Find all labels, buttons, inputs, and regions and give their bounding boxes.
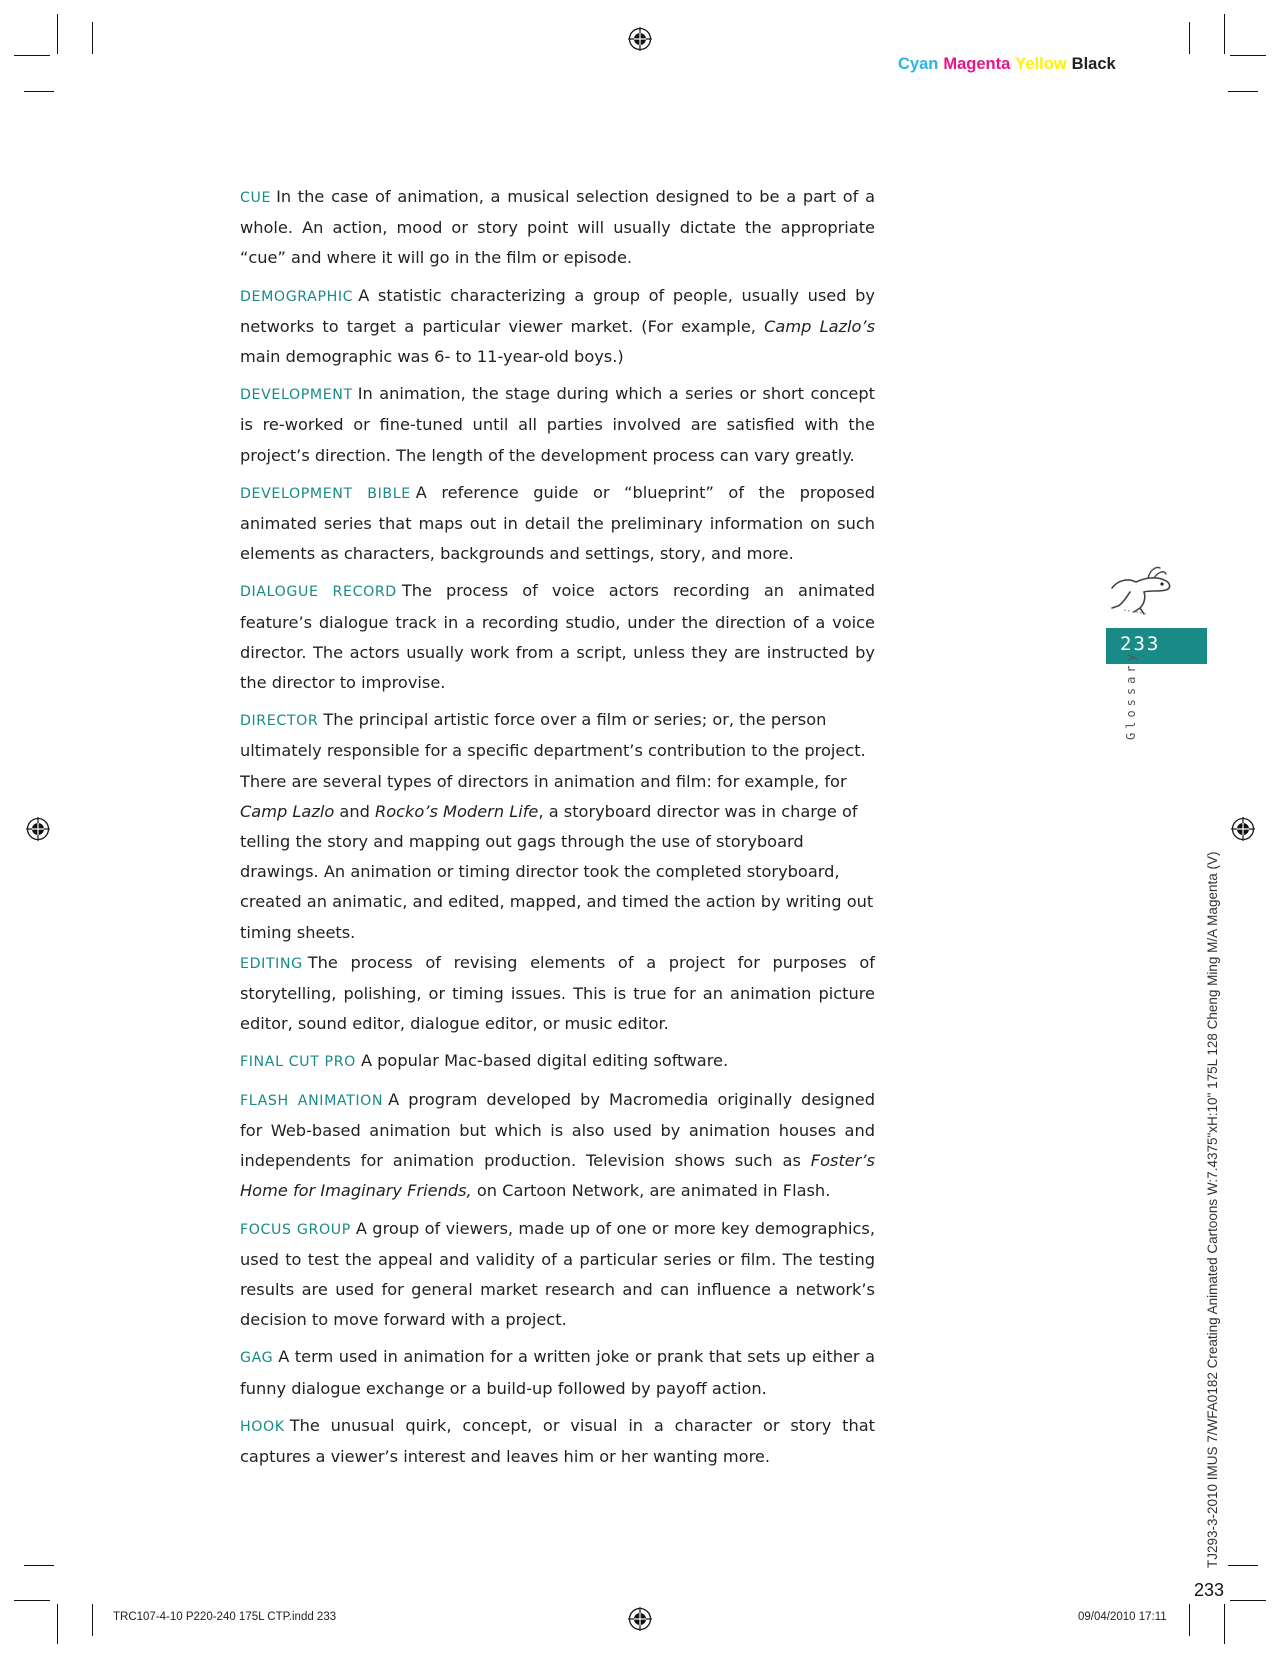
- glossary-definition: [361, 1051, 728, 1070]
- glossary-entry: [240, 1411, 875, 1472]
- crop-mark: [1230, 1600, 1266, 1601]
- glossary-entry: [240, 1342, 875, 1403]
- page-folio: 233: [1193, 1580, 1224, 1600]
- definition-text: The process of voice actors recording an animated feature’s dialogue track in a recording studio, under the direction of a voice director. The actors usually work from a script, unless they are instructed by the director to improvise.: [240, 581, 875, 693]
- crop-mark: [57, 14, 58, 54]
- definition-title-italic: Rocko’s Modern Life: [375, 801, 539, 821]
- glossary-entry: [240, 379, 875, 471]
- definition-text: , a storyboard director was in charge of telling the story and mapping out gags through the use of storyboard drawings. An animation or timing director took the completed storyboard, created an animatic, and edited, mapped, and timed the action by writing out timing sheets.: [240, 801, 874, 942]
- footer-file-info: TRC107-4-10 P220-240 175L CTP.indd 233: [113, 1611, 337, 1623]
- process-color-labels: [898, 55, 1121, 74]
- glossary-definition: [240, 953, 875, 1033]
- definition-text: A program developed by Macromedia originally designed for Web-based animation but which is also used by animation houses and independents for animation production. Television shows such as: [240, 1089, 875, 1171]
- glossary-term: FINAL CUT PRO: [240, 1054, 356, 1071]
- definition-text: In the case of animation, a musical selection designed to be a part of a whole. An action, mood or story point will usually dictate the appropriate “cue” and where it will go in the film or episode.: [240, 187, 875, 268]
- glossary-definition: [240, 1347, 875, 1397]
- printer-slug: TJ293-3-2010 IMUS 7/WFA0182 Creating Animated Cartoons W:7.4375"xH:10" 175L 128 Cheng Ming M/A Magenta (V): [1205, 851, 1220, 1568]
- page-number-tab: [1106, 628, 1207, 664]
- page-number-tab-label: 233: [1120, 633, 1161, 655]
- definition-text: The unusual quirk, concept, or visual in a character or story that captures a viewer’s interest and leaves him or her wanting more.: [240, 1415, 875, 1466]
- crop-mark: [24, 91, 54, 92]
- crop-mark: [57, 1604, 58, 1644]
- registration-mark-icon: [628, 1607, 652, 1631]
- registration-mark-icon: [628, 27, 652, 51]
- glossary-term: GAG: [240, 1350, 274, 1367]
- glossary-term: DIRECTOR: [240, 713, 319, 730]
- definition-text: A group of viewers, made up of one or more key demographics, used to test the appeal and validity of a particular series or film. The testing results are used for general market research and can influence a network’s decision to move forward with a project.: [240, 1218, 875, 1330]
- section-label: Glossary: [1124, 650, 1138, 740]
- definition-text: main demographic was 6- to 11-year-old boys.): [240, 347, 624, 367]
- definition-title-italic: Camp Lazlo: [240, 801, 335, 821]
- definition-text: A reference guide or “blueprint” of the proposed animated series that maps out in detail the preliminary information on such elements as characters, backgrounds and settings, story, and more.: [240, 482, 875, 564]
- definition-text: A term used in animation for a written joke or prank that sets up either a funny dialogue exchange or a build-up followed by payoff action.: [240, 1347, 875, 1398]
- crop-mark: [1189, 1604, 1190, 1636]
- definition-text: and: [334, 801, 375, 821]
- color-label-cyan: Cyan: [898, 55, 939, 73]
- glossary-entry: [240, 576, 875, 698]
- registration-mark-icon: [1231, 817, 1255, 841]
- glossary-entry: [240, 1046, 875, 1077]
- crop-mark: [14, 55, 50, 56]
- registration-mark-icon: [26, 817, 50, 841]
- color-label-black: Black: [1071, 55, 1116, 73]
- glossary-entry: [240, 182, 875, 274]
- glossary-definition: [240, 710, 873, 941]
- cartoon-dog-icon: [1104, 558, 1176, 618]
- glossary-entry: [240, 705, 875, 948]
- glossary-body: [240, 182, 875, 1479]
- crop-mark: [14, 1600, 50, 1601]
- glossary-definition: [240, 187, 875, 267]
- glossary-term: FLASH ANIMATION: [240, 1092, 384, 1109]
- definition-title-italic: Foster’s Home for Imaginary Friends,: [240, 1151, 875, 1201]
- glossary-term: DEVELOPMENT BIBLE: [240, 485, 411, 502]
- definition-text: A popular Mac-based digital editing software.: [360, 1051, 729, 1071]
- glossary-entry: [240, 1214, 875, 1336]
- footer-timestamp: 09/04/2010 17:11: [1078, 1611, 1167, 1623]
- crop-mark: [1224, 1604, 1225, 1644]
- crop-mark: [1189, 22, 1190, 54]
- crop-mark: [92, 1604, 93, 1636]
- definition-title-italic: Camp Lazlo’s: [764, 316, 875, 336]
- crop-mark: [24, 1565, 54, 1566]
- definition-text: In animation, the stage during which a series or short concept is re-worked or fine-tuned until all parties involved are satisfied with the project’s direction. The length of the development process can vary greatly.: [240, 384, 875, 465]
- crop-mark: [92, 22, 93, 54]
- glossary-entry: [240, 948, 875, 1040]
- glossary-term: DEVELOPMENT: [240, 387, 353, 404]
- definition-text: A statistic characterizing a group of people, usually used by networks to target a particular viewer market. (For example,: [240, 285, 875, 336]
- crop-mark: [1230, 55, 1266, 56]
- definition-text: The principal artistic force over a film or series; or, the person ultimately responsible for a specific department’s contribution to the project. There are several types of directors in animation and film: for example, for: [240, 710, 866, 791]
- crop-mark: [1224, 14, 1225, 54]
- glossary-entry: [240, 281, 875, 373]
- color-label-yellow: Yellow: [1015, 55, 1067, 73]
- glossary-term: CUE: [240, 190, 272, 206]
- glossary-definition: [240, 1416, 875, 1466]
- color-label-magenta: Magenta: [943, 55, 1011, 73]
- definition-text: The process of revising elements of a project for purposes of storytelling, polishing, or timing issues. This is true for an animation picture editor, sound editor, dialogue editor, or music editor.: [240, 952, 875, 1034]
- glossary-term: DEMOGRAPHIC: [240, 288, 354, 305]
- glossary-term: FOCUS GROUP: [240, 1221, 351, 1238]
- glossary-entry: [240, 478, 875, 570]
- glossary-term: HOOK: [240, 1418, 285, 1435]
- glossary-entry: [240, 1085, 875, 1207]
- crop-mark: [1228, 91, 1258, 92]
- definition-text: on Cartoon Network, are animated in Flash.: [471, 1181, 831, 1201]
- glossary-term: DIALOGUE RECORD: [240, 584, 397, 601]
- glossary-term: EDITING: [240, 955, 303, 972]
- crop-mark: [1228, 1565, 1258, 1566]
